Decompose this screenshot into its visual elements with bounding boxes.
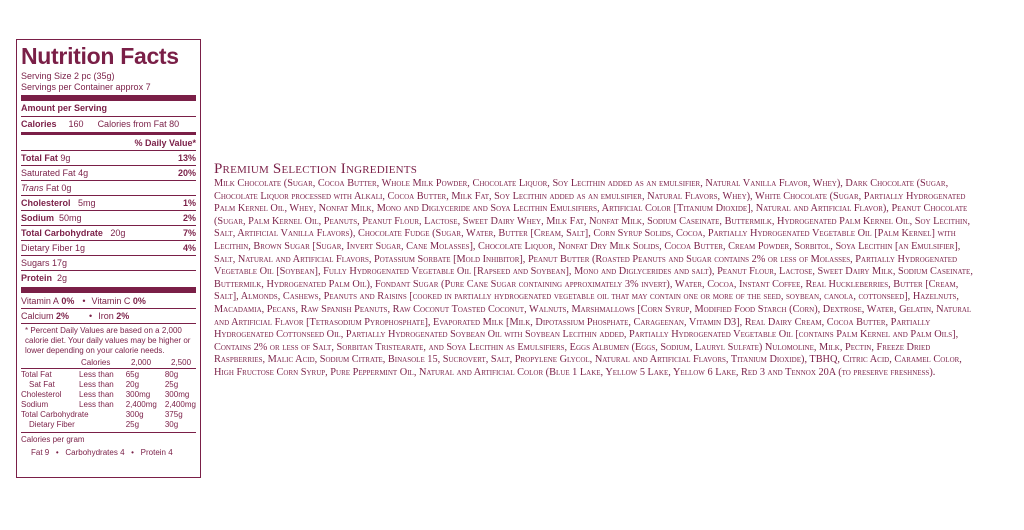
nutrient-label: Dietary Fiber (21, 243, 73, 253)
nutrient-amount: 5mg (78, 198, 96, 208)
iron-label: Iron (98, 311, 114, 321)
nutrient-label: Protein (21, 273, 53, 283)
ingredients-text: Milk Chocolate (Sugar, Cocoa Butter, Whole Milk Powder, Chocolate Liquor, Soy Lecithin added as an emulsifier, Natural Vanilla Flavor, Whey), Dark Chocolate (Sugar, Chocolate Liquor processed with Alkali, Cocoa Butter, Milk Fat, Soy Lecithin added as an emulsifier, Natural Flavors, Whey), White Chocolate (Sugar, Partially Hydrogenated Palm Kernel Oil, Whey, Nonfat Milk, Mono and Diglyceride and Soya Lecithin Emulsifiers, Artificial Color [Titanium Dioxide], Natural and Artificial Flavor), Peanut Chocolate (Sugar, Palm Kernel Oil, Peanuts, Peanut Flour, Lactose, Sweet Dairy Whey, Milk Fat, Nonfat Milk, Sodium Caseinate, Buttermilk, Hydrogenated Palm Kernel Oil, Soy Lecithin, Salt, Artificial Vanilla Flavors), Chocolate Fudge (Sugar, Water, Butter [Cream, Salt], Corn Syrup Solids, Cocoa, Partially Hydrogenated Vegetable Oil [Palm Kernel] with Lecithin, Brown Sugar [Sugar, Invert Sugar, Cane Molasses], Chocolate Liquor, Nonfat Dry Milk Solids, Cocoa Butter, Cream Powder, Sorbitol, Soya Lecithin [an Emulsifier], Salt, Natural and Artificial Flavors, Potassium Sorbate [Mold Inhibitor], Peanut Butter (Roasted Peanuts and Sugar contains 2% or less of Molasses, Partially Hydrogenated Vegetable Oil [Soybean], Fully Hydrogenated Vegetable Oil [Rapseed and Soybean], Mono and Diglycerides and salt), Peanut Flour, Lactose, Sweet Dairy Milk, Sodium Caseinate, Buttermilk, Hydrogenated Palm Oil), Fondant Sugar (Pure Cane Sugar containing approximately 3% invert), Water, Cocoa, Instant Coffee, Real Huckleberries, Butter [Cream, Salt], Almonds, Cashews, Peanuts and Raisins [cooked in partially hydrogenated vegetable oil that may contain one or more of the seed, soybean, canola, cottonseed], Hazelnuts, Macadamia, Pecans, Raw Spanish Peanuts, Raw Coconut Toasted Coconut, Walnuts, Marshmallows [Corn Syrup, Modified Food Starch (Corn), Dextrose, Water, Gelatin, Natural and Artificial Flavor [Tetrasodium Pyrophosphate], Evaporated Milk [Milk, Dipotassium Phosphate, Carageenan, Vitamin D3], Real Dairy Cream, Cocoa Butter, Partially Hydrogenated Cottonseed Oil, Partially Hydrogenated Soybean Oil with Soybean Lecithin added, Partially Hydrogenated Vegetable Oil [contains Palm Kernel and Palm Oils], Contains 2% or less of Salt, Sorbitan Tristearate, and Soya Lecithin as Emulsifiers, Eggs Albumen (Eggs, Sodium, Lauryl Sulfate) Nulomoline, Milk, Pectin, Freeze Dried Raspberries, Malic Acid, Sodium Citrate, Binasole 15, Sucrovert, Salt, Propylene Glycol, Natural and Artificial Flavors, Titanium Dioxide), TBHQ, Citric Acid, Caramel Color, High Fructose Corn Syrup, Pure Peppermint Oil, Natural and Artificial Color (Blue 1 Lake, Yellow 5 Lake, Yellow 6 Lake, Red 3 and Tennox 20A (to preserve freshness). (214, 178, 973, 378)
nutrient-amount: Fat 0g (45, 183, 72, 193)
table-row: Cholesterol Less than 300mg 300mg (21, 390, 190, 399)
nutrient-label: Total Carbohydrate (21, 228, 103, 238)
vitamin-a-dv: 0% (61, 296, 75, 306)
nutrient-amount: 9g (60, 153, 71, 163)
nutrient-label: Sugars (21, 258, 50, 268)
footnote-header-row: Calories 2,000 2,500 (81, 358, 192, 367)
nutrient-dv: 7% (182, 228, 196, 238)
servings-per-container: Servings per Container approx 7 (21, 82, 151, 92)
nutrient-amount: 1g (75, 243, 86, 253)
table-row: Sat Fat Less than 20g 25g (29, 380, 179, 389)
nutrient-amount: 2g (57, 273, 68, 283)
nutrient-label: Total Fat (21, 153, 58, 163)
calories-from-fat: Calories from Fat 80 (97, 119, 180, 129)
total-carbohydrate-row (21, 226, 196, 240)
ingredients-title: Premium Selection Ingredients (214, 161, 418, 177)
sodium-row (21, 211, 196, 225)
vitamin-c-dv: 0% (132, 296, 146, 306)
dietary-fiber-row (21, 241, 196, 255)
iron-dv: 2% (116, 311, 130, 321)
cholesterol-row (21, 196, 196, 210)
calories-per-gram: Calories per gram (21, 435, 85, 444)
thick-divider (21, 287, 196, 293)
calcium-label: Calcium (21, 311, 54, 321)
nutrient-amount: 4g (78, 168, 89, 178)
table-row: Total Carbohydrate 300g 375g (21, 410, 183, 419)
nutrient-amount: 50mg (59, 213, 82, 223)
calories-row (21, 117, 196, 131)
nutrient-amount: 17g (52, 258, 68, 268)
footnote-values-table (21, 370, 196, 430)
nutrient-dv: 1% (182, 198, 196, 208)
nutrient-amount: 20g (110, 228, 126, 238)
nutrient-dv: 4% (182, 243, 196, 253)
nutrient-label: Saturated Fat (21, 168, 76, 178)
calcium-dv: 2% (56, 311, 70, 321)
minerals-row: Calcium 2% • Iron 2% (21, 311, 130, 321)
nutrient-dv: 13% (177, 153, 196, 163)
nutrient-label: Trans (21, 183, 44, 193)
saturated-fat-row (21, 166, 196, 180)
nutrient-label: Sodium (21, 213, 54, 223)
trans-fat-row (21, 181, 196, 195)
daily-value-header: % Daily Value* (134, 138, 196, 148)
nutrient-dv: 2% (182, 213, 196, 223)
table-row: Sodium Less than 2,400mg 2,400mg (21, 400, 196, 409)
protein-row (21, 271, 196, 285)
calories-value: 160 (68, 119, 84, 129)
sugars-row (21, 256, 196, 270)
vitamin-a-label: Vitamin A (21, 296, 59, 306)
calories-label: Calories (21, 119, 57, 129)
vitamins-row: Vitamin A 0% • Vitamin C 0% (21, 296, 146, 306)
nutrition-title: Nutrition Facts (21, 43, 179, 69)
footnote-table (21, 358, 191, 368)
nutrient-label: Cholesterol (21, 198, 71, 208)
medium-divider (21, 132, 196, 135)
vitamin-c-label: Vitamin C (91, 296, 131, 306)
total-fat-row (21, 151, 196, 165)
ingredients-section (214, 160, 976, 380)
thick-divider (21, 95, 196, 101)
table-row: Dietary Fiber 25g 30g (29, 420, 179, 429)
amount-per-serving: Amount per Serving (21, 103, 108, 113)
serving-size: Serving Size 2 pc (35g) (21, 71, 115, 81)
per-gram-values: Fat 9 • Carbohydrates 4 • Protein 4 (31, 448, 173, 457)
table-row: Total Fat Less than 65g 80g (21, 370, 179, 379)
nutrition-facts-panel (16, 39, 201, 478)
footnote: * Percent Daily Values are based on a 2,000 calorie diet. Your daily values may be higher or lower depending on your calorie needs. (25, 326, 191, 355)
nutrient-dv: 20% (177, 168, 196, 178)
